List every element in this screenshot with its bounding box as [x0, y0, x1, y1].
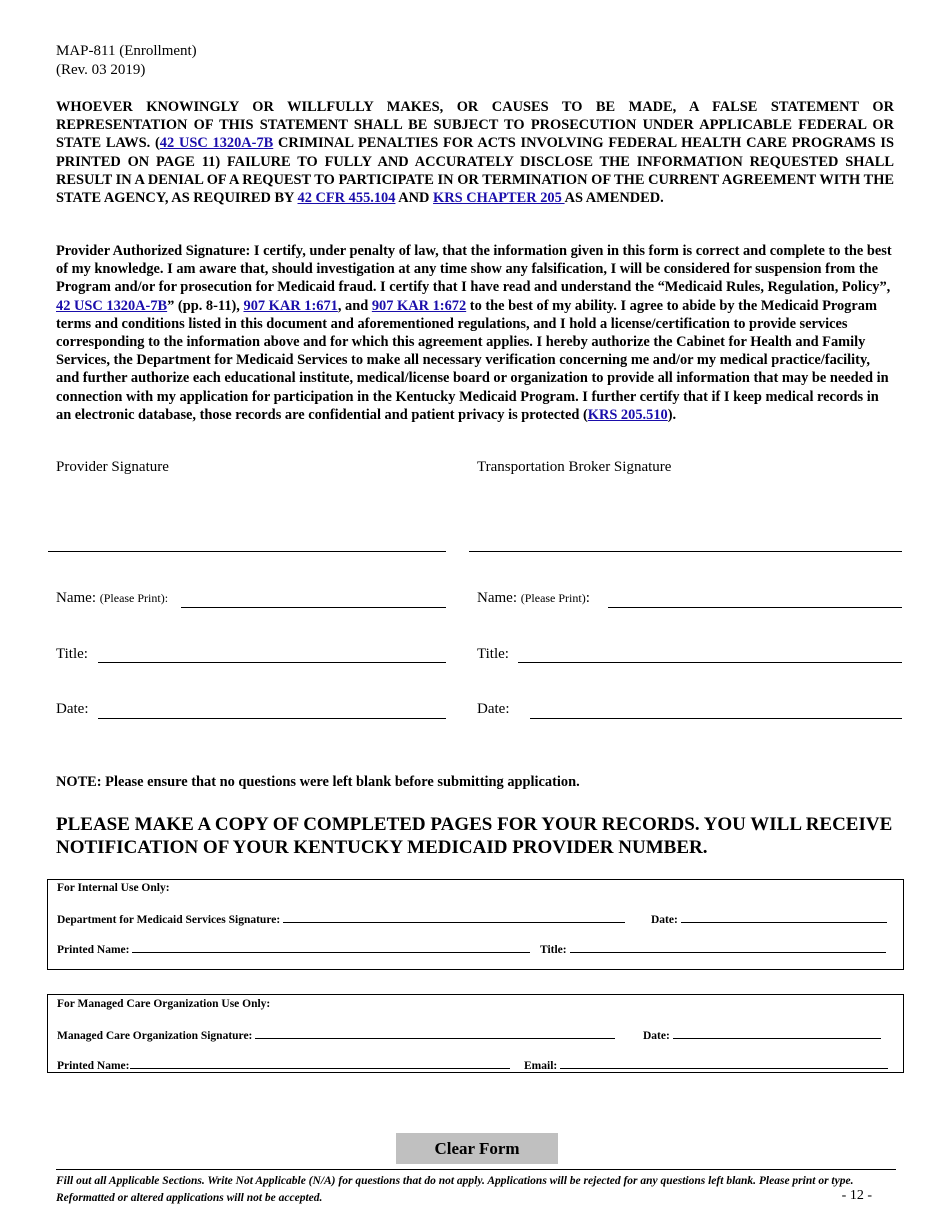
link-42-cfr-455-104[interactable]: 42 CFR 455.104 — [297, 190, 396, 207]
dms-date-field[interactable] — [681, 911, 887, 923]
footer-divider — [56, 1169, 896, 1170]
provider-name-label: Name: (Please Print): — [56, 590, 169, 606]
blank-questions-note: NOTE: Please ensure that no questions were left blank before submitting application. — [56, 774, 580, 790]
form-header — [56, 42, 197, 80]
broker-signature-field[interactable] — [469, 551, 902, 552]
dms-date-row — [651, 911, 887, 926]
authorization-paragraph — [56, 242, 896, 424]
provider-name-field[interactable] — [181, 607, 446, 608]
provider-date-label: Date: — [56, 701, 89, 717]
mco-date-field[interactable] — [673, 1027, 881, 1039]
internal-printed-name-row — [57, 941, 530, 956]
mco-email-row — [524, 1057, 888, 1072]
mco-email-field[interactable] — [560, 1057, 888, 1069]
internal-use-box — [47, 879, 904, 970]
broker-name-label: Name: (Please Print): — [477, 590, 590, 606]
authorization-text: ” (pp. 8-11), — [167, 297, 244, 314]
dms-signature-row — [57, 911, 625, 926]
warning-text: CRIMINAL PENALTIES FOR ACTS INVOLVING FEDERAL HEALTH CARE PROGRAMS IS PRINTED ON PAGE 11) FAILURE TO FULLY AND ACCURATELY DISCLOSE THE INFORMATION REQUESTED SHALL RESULT IN A DENIAL OF A REQUEST TO PARTICIPATE IN OR TERMINATION OF THE CURRENT AGREEMENT WITH THE STATE AGENCY, AS REQUIRED BY — [56, 135, 895, 207]
form-revision: (Rev. 03 2019) — [56, 62, 146, 78]
authorization-text: Provider Authorized Signature: I certify, under penalty of law, that the information given in this form is correct and complete to the best of my knowledge. I am aware that, should investigation at any time show any falsification, I will be considered for suspension from the Program and/or for prosecution for Medicaid fraud. I certify that I have read and understand the “Medicaid Rules, Regulation, Policy”, — [56, 243, 892, 296]
mco-printed-name-row — [57, 1057, 510, 1072]
fraud-warning-paragraph — [56, 98, 894, 207]
mco-printed-name-label: Printed Name: — [57, 1060, 130, 1072]
broker-title-field[interactable] — [518, 662, 902, 663]
dms-signature-label: Department for Medicaid Services Signature: — [57, 914, 281, 926]
link-42-usc-1320a-7b-auth[interactable]: 42 USC 1320A-7B — [56, 297, 168, 314]
mco-email-label: Email: — [524, 1060, 558, 1072]
dms-signature-field[interactable] — [283, 911, 625, 923]
internal-title-label: Title: — [540, 944, 567, 956]
provider-signature-label: Provider Signature — [56, 459, 169, 475]
broker-date-label: Date: — [477, 701, 510, 717]
mco-date-label: Date: — [643, 1030, 670, 1042]
link-907-kar-1-672[interactable]: 907 KAR 1:672 — [371, 297, 467, 314]
authorization-text: , and — [337, 297, 372, 314]
link-42-usc-1320a-7b[interactable]: 42 USC 1320A-7B — [159, 135, 274, 152]
broker-name-field[interactable] — [608, 607, 902, 608]
internal-printed-name-field[interactable] — [132, 941, 530, 953]
provider-signature-field[interactable] — [48, 551, 446, 552]
form-id: MAP-811 (Enrollment) — [56, 43, 197, 59]
mco-signature-field[interactable] — [255, 1027, 615, 1039]
page-number: - 12 - — [841, 1188, 872, 1203]
internal-title-row — [540, 941, 886, 956]
copy-records-notice: PLEASE MAKE A COPY OF COMPLETED PAGES FOR YOUR RECORDS. YOU WILL RECEIVE NOTIFICATION OF YOUR KENTUCKY MEDICAID PROVIDER NUMBER. — [56, 814, 893, 858]
mco-signature-label: Managed Care Organization Signature: — [57, 1030, 253, 1042]
provider-title-field[interactable] — [98, 662, 446, 663]
mco-use-box — [47, 994, 904, 1073]
authorization-text: to the best of my ability. I agree to abide by the Medicaid Program terms and conditions listed in this document and aforementioned regulations, and I hold a license/certification to provide services corresponding to the information above and for which this agreement applies. I hereby authorize the Cabinet for Health and Family Services, the Department for Medicaid Services to make all necessary verification concerning me and/or my medical practice/facility, and further authorize each educational institute, medical/license board or organization to provide all information that may be needed in connection with my application for participation in the Kentucky Medicaid Program. I further certify that if I keep medical records in an electronic database, those records are confidential and patient privacy is protected ( — [56, 297, 889, 423]
mco-use-title: For Managed Care Organization Use Only: — [57, 998, 271, 1010]
dms-date-label: Date: — [651, 914, 678, 926]
mco-signature-row — [57, 1027, 615, 1042]
link-907-kar-1-671[interactable]: 907 KAR 1:671 — [243, 297, 338, 314]
provider-title-label: Title: — [56, 646, 88, 662]
link-krs-205-510[interactable]: KRS 205.510 — [587, 406, 668, 423]
warning-text: AS AMENDED. — [564, 190, 664, 207]
footer-instructions: Fill out all Applicable Sections. Write Not Applicable (N/A) for questions that do not apply. Applications will be rejected for any questions left blank. Please print or type. Reformatted or altered applications will not be accepted. — [56, 1175, 854, 1204]
link-krs-chapter-205[interactable]: KRS CHAPTER 205 — [433, 190, 565, 207]
clear-form-button[interactable]: Clear Form — [396, 1133, 558, 1164]
internal-printed-name-label: Printed Name: — [57, 944, 130, 956]
warning-text: WHOEVER KNOWINGLY OR WILLFULLY MAKES, OR CAUSES TO BE MADE, A FALSE STATEMENT OR REPRESENTATION OF THIS STATEMENT SHALL BE SUBJECT TO PROSECUTION UNDER APPLICABLE FEDERAL OR STATE LAWS. ( — [56, 99, 894, 152]
mco-date-row — [643, 1027, 881, 1042]
authorization-text: ). — [667, 406, 677, 423]
provider-date-field[interactable] — [98, 718, 446, 719]
warning-text: AND — [395, 190, 434, 207]
internal-use-title: For Internal Use Only: — [57, 882, 170, 894]
mco-printed-name-field[interactable] — [130, 1057, 510, 1069]
internal-title-field[interactable] — [570, 941, 886, 953]
broker-date-field[interactable] — [530, 718, 902, 719]
broker-signature-label: Transportation Broker Signature — [477, 459, 672, 475]
broker-title-label: Title: — [477, 646, 509, 662]
